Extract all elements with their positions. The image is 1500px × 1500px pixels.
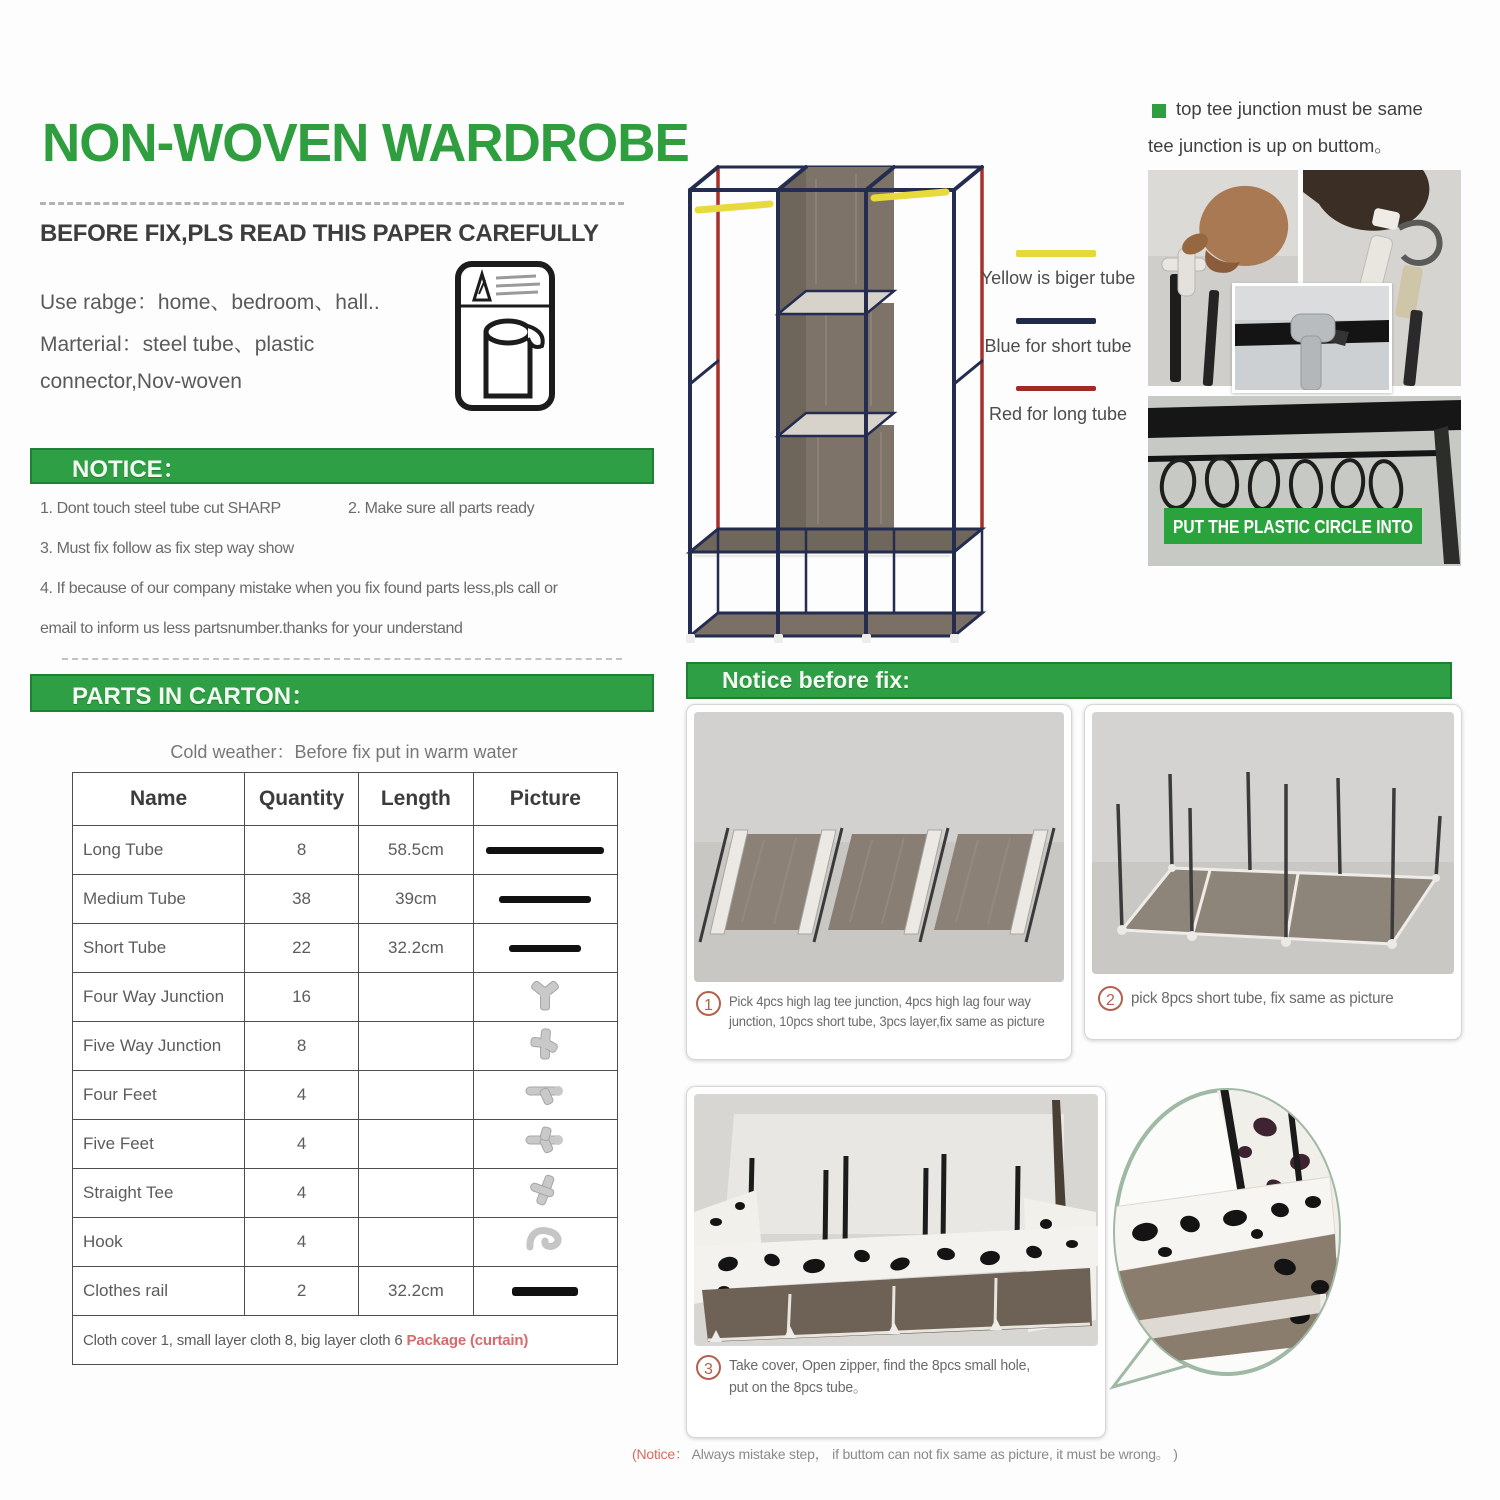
table-row [73,1169,618,1218]
part-qty: 4 [245,1120,359,1169]
table-row [73,924,618,973]
part-name: Long Tube [73,826,245,875]
tee-junction-inset-photo [1232,283,1392,393]
long-tube-picture [473,826,617,875]
step3-photo [694,1094,1098,1346]
step1-photo [694,712,1064,982]
part-length: 32.2cm [358,924,473,973]
material-text-line1: Marterial：steel tube、plastic [40,333,315,356]
part-name: Hook [73,1218,245,1267]
plastic-circle-label: PUT THE PLASTIC CIRCLE INTO [1173,517,1413,537]
part-qty: 4 [245,1218,359,1267]
table-row [73,1120,618,1169]
wardrobe-frame-diagram [666,84,988,646]
step2-caption: pick 8pcs short tube, fix same as picture [1131,989,1394,1007]
tee-junction-tip-line2: tee junction is up on buttom。 [1148,135,1393,156]
plastic-circle-photo [1148,396,1461,566]
part-qty: 2 [245,1267,359,1316]
table-row [73,973,618,1022]
divider-mid [62,658,622,660]
part-name: Five Way Junction [73,1022,245,1071]
part-length [358,1169,473,1218]
part-name: Medium Tube [73,875,245,924]
part-qty: 16 [245,973,359,1022]
step3-number: 3 [696,1355,721,1380]
part-name: Straight Tee [73,1169,245,1218]
parts-heading-bar [30,674,654,712]
red-tube-label: Red for long tube [988,404,1128,424]
straight-tee-icon [473,1169,617,1218]
red-tube-swatch [1016,386,1096,391]
steps-heading-bar [686,662,1452,699]
part-length [358,1218,473,1267]
step2-photo [1092,712,1454,974]
step3-card [686,1086,1106,1438]
cloth-cover-note: Cloth cover 1, small layer cloth 8, big layer cloth 6 [83,1331,403,1349]
part-name: Clothes rail [73,1267,245,1316]
medium-tube-picture [473,875,617,924]
read-carefully-subtitle: BEFORE FIX,PLS READ THIS PAPER CAREFULLY [40,220,599,247]
part-length: 32.2cm [358,1267,473,1316]
part-qty: 4 [245,1071,359,1120]
col-header-picture: Picture [473,773,617,826]
notice-item-1: 1. Dont touch steel tube cut SHARP [40,500,281,517]
part-length [358,973,473,1022]
four-feet-icon [473,1071,617,1120]
short-tube-picture [473,924,617,973]
step1-card [686,704,1072,1060]
five-way-junction-icon [473,1022,617,1071]
notice-heading-label: NOTICE： [72,455,187,483]
table-row [73,826,618,875]
notice-item-2: 2. Make sure all parts ready [348,500,535,517]
bottom-note-gray: Always mistake step， if buttom can not fix same as picture, it must be wrong。 ) [691,1446,1178,1462]
col-header-name: Name [73,773,245,826]
part-qty: 22 [245,924,359,973]
parts-table-header-row [73,773,618,826]
cold-weather-note: Cold weather：Before fix put in warm water [170,742,518,762]
blue-tube-swatch [1016,318,1096,324]
step1-number: 1 [696,991,721,1016]
step1-caption: Pick 4pcs high lag tee junction, 4pcs high lag four way junction, 10pcs short tube, 3pcs layer,fix same as picture [729,993,1045,1030]
blue-tube-label: Blue for short tube [984,336,1132,356]
table-row [73,1218,618,1267]
hook-icon [473,1218,617,1267]
table-row [73,1071,618,1120]
steps-heading-label: Notice before fix: [722,667,910,693]
part-length [358,1071,473,1120]
part-length [358,1022,473,1071]
material-text-line2: connector,Nov-woven [40,370,242,393]
yellow-tube-swatch [1016,250,1096,257]
col-header-quantity: Quantity [245,773,359,826]
step2-card [1084,704,1462,1040]
step2-number: 2 [1098,986,1123,1011]
step3-caption: Take cover, Open zipper, find the 8pcs small hole, put on the 8pcs tube。 [729,1357,1030,1396]
parts-heading-label: PARTS IN CARTON： [72,682,316,710]
yellow-tube-label: Yellow is biger tube [980,268,1136,288]
part-qty: 8 [245,1022,359,1071]
tee-junction-tip-line1: top tee junction must be same [1176,98,1423,119]
care-label-icon [452,260,558,412]
notice-item-4-line1: 4. If because of our company mistake when you fix found parts less,pls call or [40,580,558,597]
package-curtain-note: Package (curtain) [406,1331,529,1349]
parts-table [72,772,618,1365]
col-header-length: Length [358,773,473,826]
clothes-rail-picture [473,1267,617,1316]
part-name: Five Feet [73,1120,245,1169]
part-qty: 4 [245,1169,359,1218]
notice-item-4-line2: email to inform us less partsnumber.thanks for your understand [40,620,463,637]
five-feet-icon [473,1120,617,1169]
part-qty: 38 [245,875,359,924]
bottom-note-red: (Notice： [632,1446,689,1462]
part-length: 58.5cm [358,826,473,875]
page-title: NON-WOVEN WARDROBE [42,113,689,173]
bottom-warning-note [632,1444,1178,1464]
fabric-detail-magnifier [1095,1082,1350,1402]
part-length: 39cm [358,875,473,924]
parts-table-footer-row [73,1316,618,1365]
part-qty: 8 [245,826,359,875]
part-name: Four Feet [73,1071,245,1120]
four-way-junction-icon [473,973,617,1022]
part-name: Short Tube [73,924,245,973]
table-row [73,1267,618,1316]
notice-item-3: 3. Must fix follow as fix step way show [40,540,294,557]
green-square-bullet [1152,104,1166,118]
table-row [73,875,618,924]
part-length [358,1120,473,1169]
use-range-text: Use rabge：home、bedroom、hall.. [40,291,380,314]
divider-top [40,202,624,205]
table-row [73,1022,618,1071]
notice-heading-bar [30,448,654,484]
part-name: Four Way Junction [73,973,245,1022]
